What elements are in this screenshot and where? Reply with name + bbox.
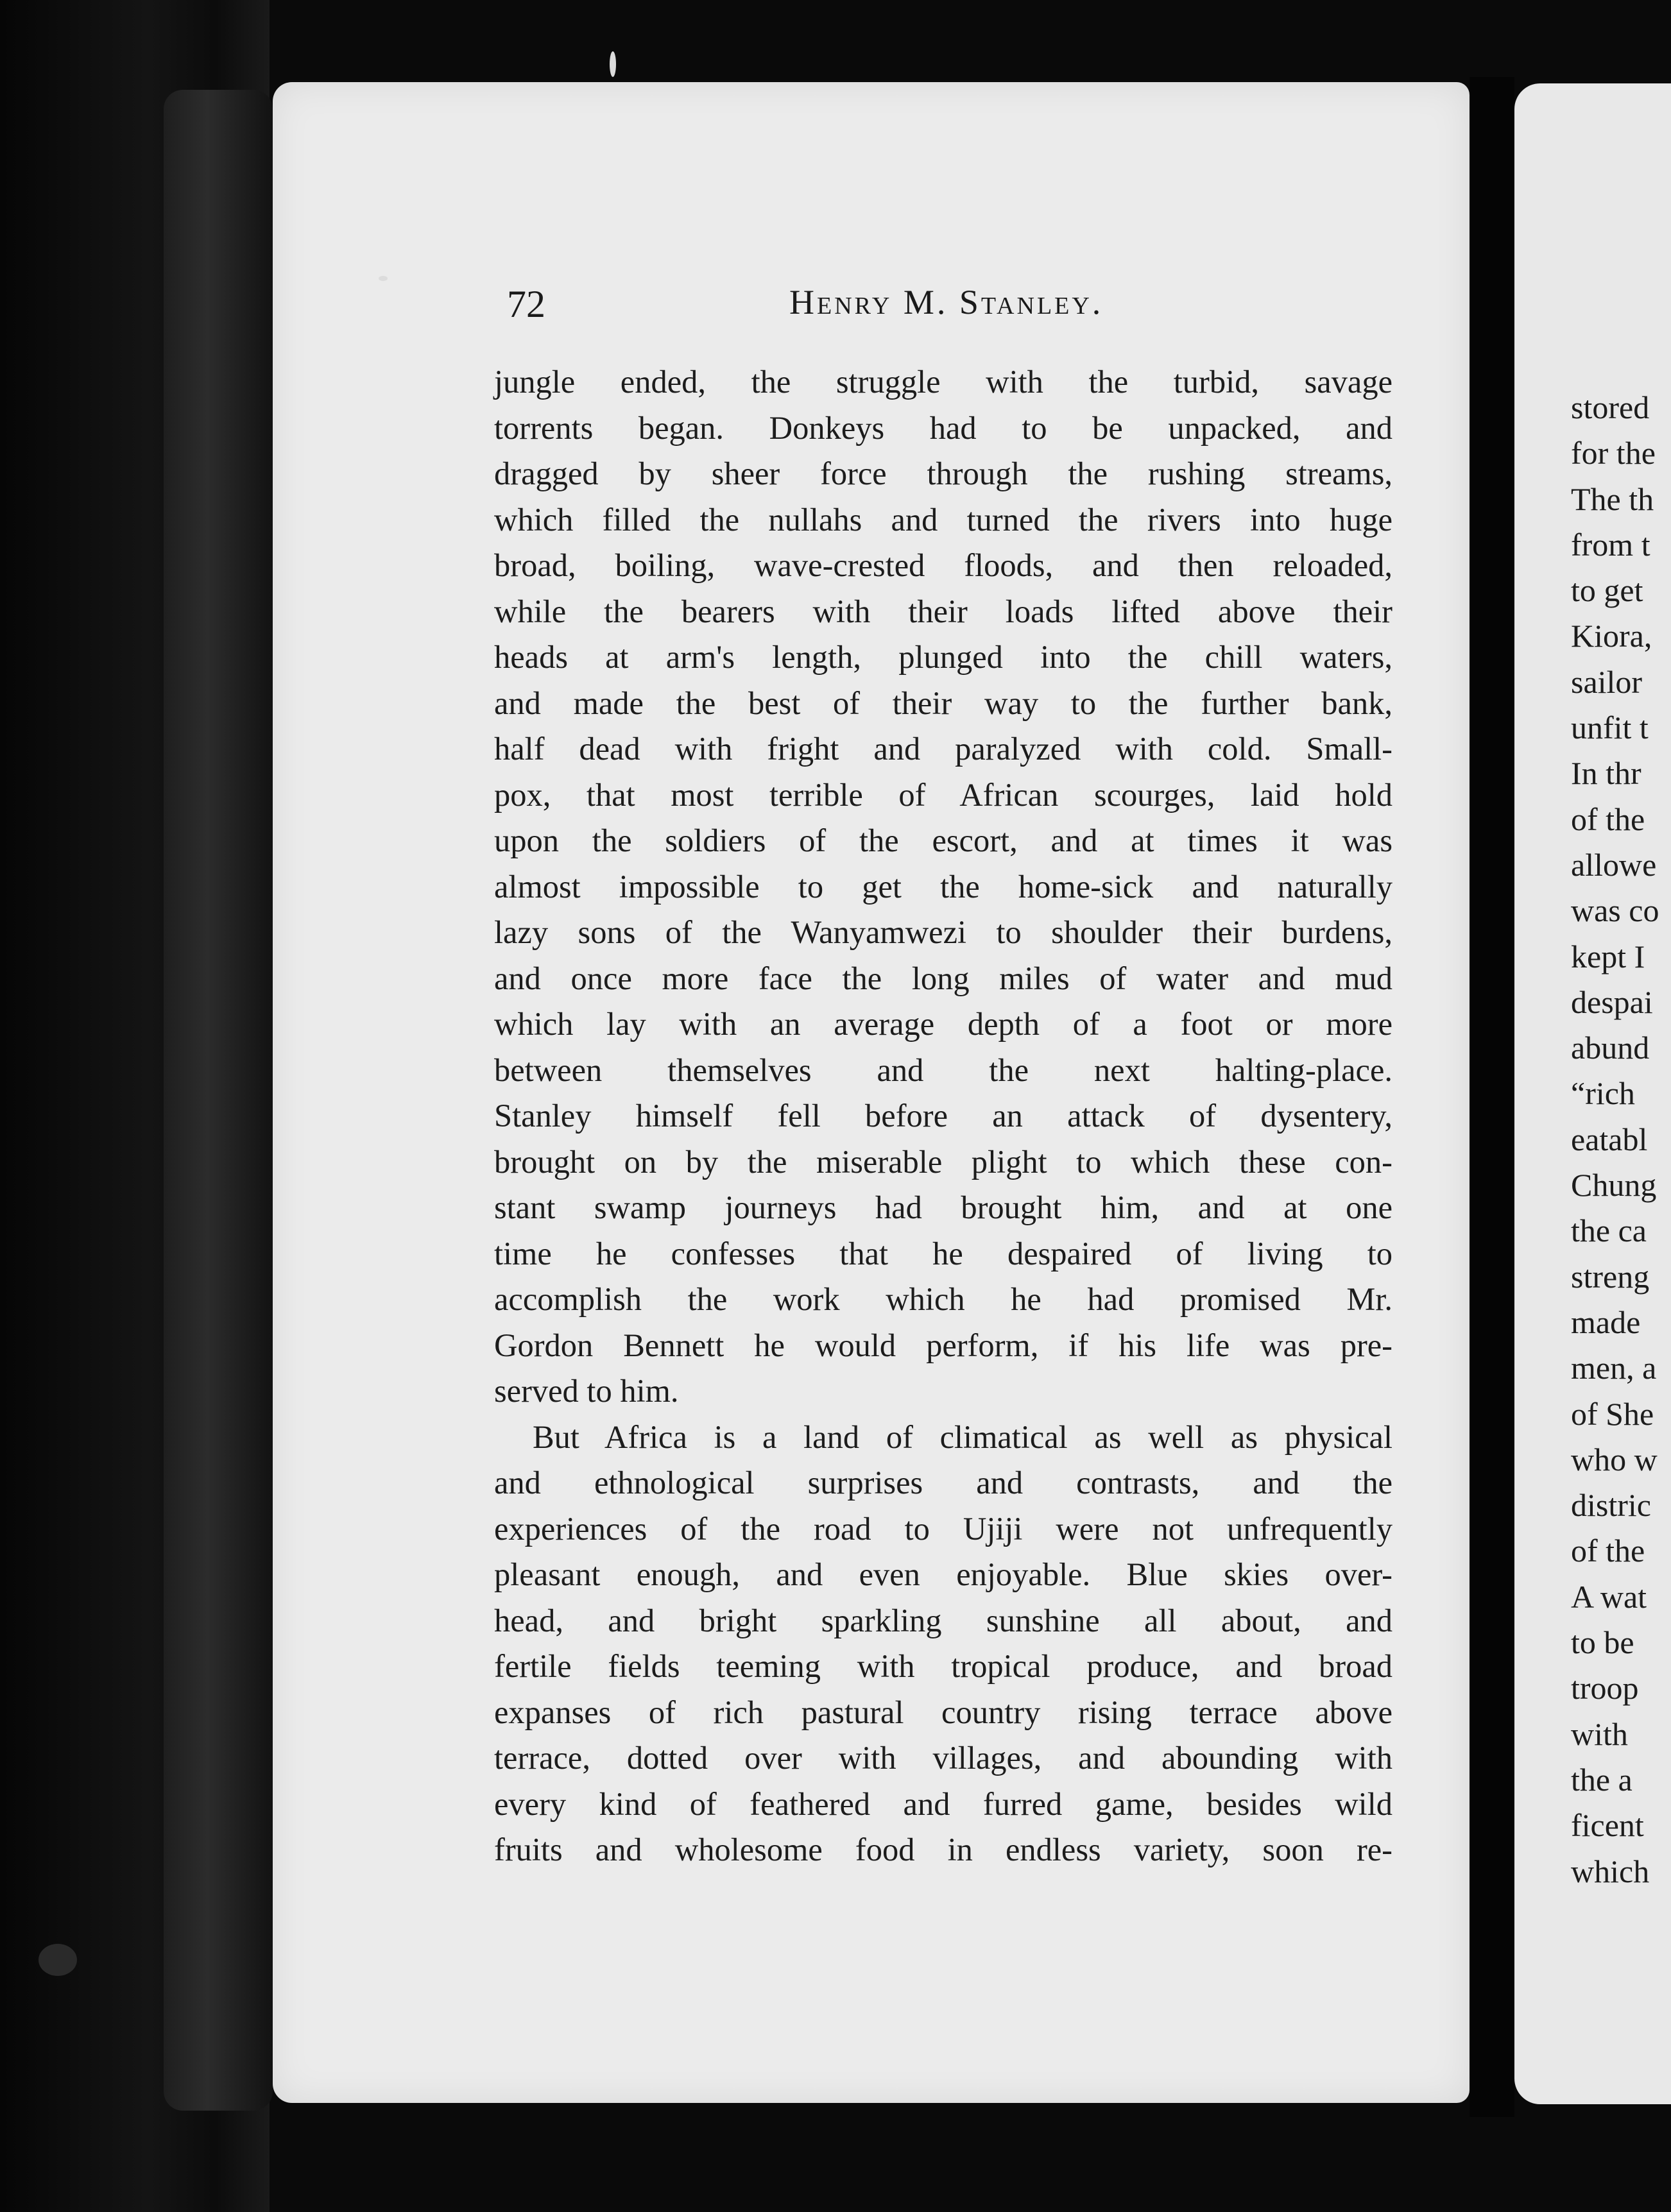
facing-text-line: The th [1571, 481, 1654, 517]
facing-text-line: who w [1571, 1441, 1658, 1477]
facing-text-line: distric [1571, 1487, 1651, 1524]
text-line: between themselves and the next halting-place. [494, 1051, 1392, 1088]
text-line: accomplish the work which he had promised Mr. [494, 1281, 1392, 1317]
facing-text-line: kept I [1571, 938, 1645, 974]
text-line: lazy sons of the Wanyamwezi to shoulder their burdens, [494, 914, 1392, 950]
scan-speck [379, 276, 388, 281]
facing-text-line: made [1571, 1304, 1641, 1340]
facing-text-line: eatabl [1571, 1121, 1648, 1157]
text-line: pox, that most terrible of African scourges, laid hold [494, 776, 1392, 813]
text-line: jungle ended, the struggle with the turbid, savage [494, 364, 1392, 400]
text-line: and ethnological surprises and contrasts, and the [494, 1465, 1392, 1501]
text-line: head, and bright sparkling sunshine all about, and [494, 1602, 1392, 1638]
page-body-text [494, 359, 1392, 1873]
facing-text-line: was co [1571, 892, 1659, 929]
facing-text-line: from t [1571, 526, 1650, 563]
text-line: Stanley himself fell before an attack of dysentery, [494, 1098, 1392, 1134]
facing-text-line: stored [1571, 389, 1650, 425]
facing-text-line: of the [1571, 1533, 1645, 1569]
facing-page [1514, 83, 1671, 2104]
text-line: torrents began. Donkeys had to be unpacked, and [494, 409, 1392, 446]
text-line: experiences of the road to Ujiji were not unfrequently [494, 1510, 1392, 1547]
facing-text-line: Chung [1571, 1167, 1657, 1204]
facing-text-line: In thr [1571, 755, 1641, 792]
text-line: and made the best of their way to the further bank, [494, 685, 1392, 721]
page-gutter [1470, 77, 1514, 2117]
text-line: time he confesses that he despaired of living to [494, 1235, 1392, 1272]
text-line: while the bearers with their loads lifted above their [494, 593, 1392, 629]
facing-text-line: with [1571, 1715, 1628, 1752]
scan-speck [39, 1944, 77, 1976]
facing-text-line: of She [1571, 1395, 1654, 1432]
facing-text-line: “rich [1571, 1075, 1635, 1112]
facing-text-line: for the [1571, 435, 1656, 472]
text-line: But Africa is a land of climatical as well as physical [533, 1418, 1392, 1455]
text-line: which filled the nullahs and turned the rivers into huge [494, 501, 1392, 538]
facing-text-line: to be [1571, 1624, 1634, 1661]
facing-page-text [1571, 385, 1671, 1894]
text-line: almost impossible to get the home-sick and naturally [494, 868, 1392, 905]
facing-text-line: sailor [1571, 663, 1643, 700]
running-head: Henry M. Stanley. [789, 283, 1104, 321]
text-line: terrace, dotted over with villages, and abounding with [494, 1740, 1392, 1776]
text-line: heads at arm's length, plunged into the chill waters, [494, 639, 1392, 675]
facing-text-line: troop [1571, 1670, 1639, 1706]
facing-text-line: to get [1571, 572, 1643, 609]
facing-text-line: unfit t [1571, 710, 1649, 746]
facing-text-line: which [1571, 1853, 1650, 1889]
facing-text-line: despai [1571, 983, 1653, 1020]
text-line: Gordon Bennett he would perform, if his life was pre- [494, 1327, 1392, 1363]
facing-text-line: A wat [1571, 1578, 1647, 1615]
text-line: fruits and wholesome food in endless variety, soon re- [494, 1832, 1392, 1867]
text-line: stant swamp journeys had brought him, and at one [494, 1189, 1392, 1225]
scan-speck [610, 51, 616, 77]
page-header [507, 282, 1405, 340]
text-line: pleasant enough, and even enjoyable. Blue skies over- [494, 1556, 1392, 1592]
text-line: upon the soldiers of the escort, and at times it was [494, 822, 1392, 858]
spine-edge [164, 90, 273, 2111]
facing-text-line: ficent [1571, 1807, 1644, 1844]
text-line: which lay with an average depth of a foot or more [494, 1006, 1392, 1042]
facing-text-line: of the [1571, 801, 1645, 837]
text-line: broad, boiling, wave-crested floods, and then reloaded, [494, 547, 1392, 583]
facing-text-line: streng [1571, 1258, 1650, 1295]
page-number: 72 [507, 283, 545, 325]
facing-text-line: men, a [1571, 1350, 1657, 1386]
text-line: brought on by the miserable plight to which these con- [494, 1143, 1392, 1180]
facing-text-line: allowe [1571, 846, 1657, 883]
facing-text-line: the a [1571, 1761, 1632, 1798]
text-line: and once more face the long miles of water and mud [494, 960, 1392, 996]
text-line: served to him. [494, 1373, 679, 1409]
facing-text-line: the ca [1571, 1212, 1647, 1249]
facing-text-line: abund [1571, 1030, 1650, 1066]
text-line: every kind of feathered and furred game, besides wild [494, 1785, 1392, 1822]
text-line: dragged by sheer force through the rushing streams, [494, 455, 1392, 491]
text-line: fertile fields teeming with tropical produce, and broad [494, 1648, 1392, 1684]
text-line: half dead with fright and paralyzed with cold. Small- [494, 731, 1392, 767]
facing-text-line: Kiora, [1571, 618, 1652, 654]
text-line: expanses of rich pastural country rising terrace above [494, 1694, 1392, 1730]
